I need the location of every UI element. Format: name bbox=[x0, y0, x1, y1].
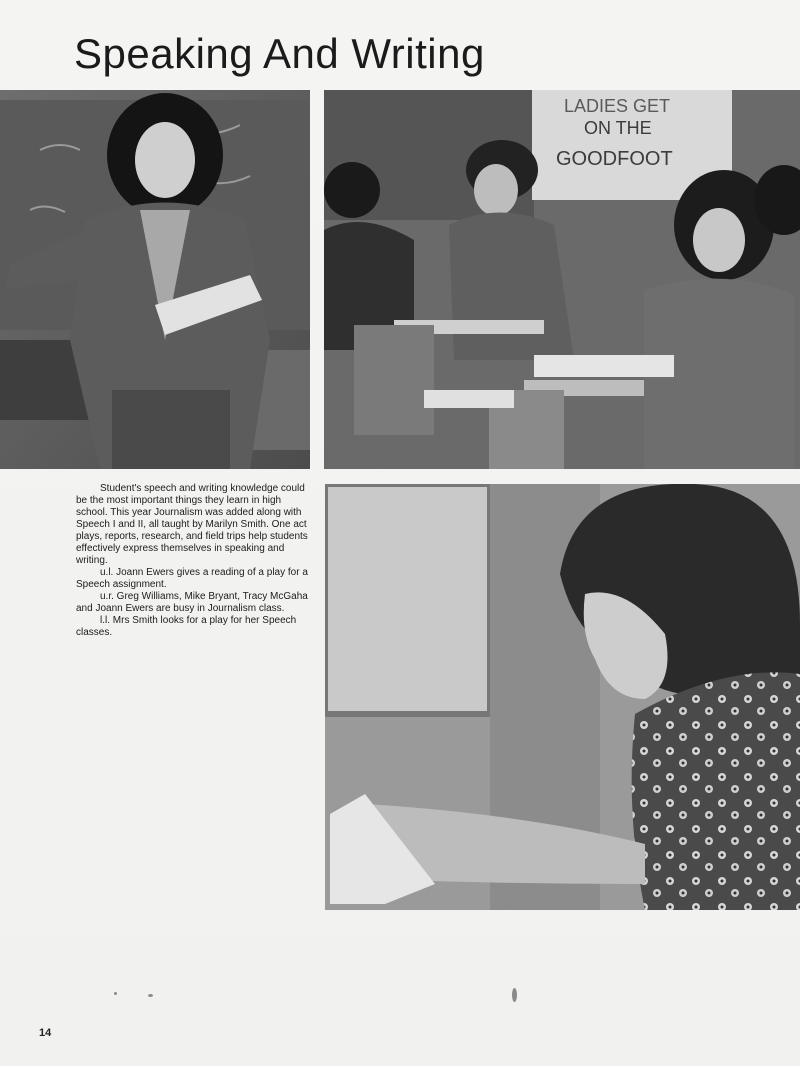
page-title: Speaking And Writing bbox=[74, 30, 485, 77]
print-speck bbox=[512, 988, 517, 1002]
print-speck bbox=[148, 994, 153, 997]
photo-journalism-class bbox=[324, 90, 800, 469]
sign-line-1: LADIES GET bbox=[564, 96, 671, 116]
sign-line-3: GOODFOOT bbox=[556, 148, 673, 170]
caption-upper-right: u.r. Greg Williams, Mike Bryant, Tracy McGaha and Joann Ewers are busy in Journalism class. bbox=[76, 591, 308, 614]
page-number: 14 bbox=[39, 1027, 52, 1039]
sign-line-2: ON THE bbox=[584, 118, 652, 138]
print-speck bbox=[114, 992, 117, 995]
caption-intro: Student's speech and writing knowledge could be the most important things they learn in high school. This year Journalism was added along with Speech I and II, all taught by Marilyn Smith. One act plays, reports, research, and field trips help students effectively express themselves in speaking and writing. bbox=[76, 483, 308, 566]
photo-student-reading bbox=[0, 90, 310, 469]
photo-teacher-reading bbox=[325, 484, 800, 910]
caption-upper-left: u.l. Joann Ewers gives a reading of a play for a Speech assignment. bbox=[76, 567, 308, 590]
caption-block bbox=[76, 483, 312, 639]
caption-lower-left: l.l. Mrs Smith looks for a play for her Speech classes. bbox=[76, 615, 297, 638]
